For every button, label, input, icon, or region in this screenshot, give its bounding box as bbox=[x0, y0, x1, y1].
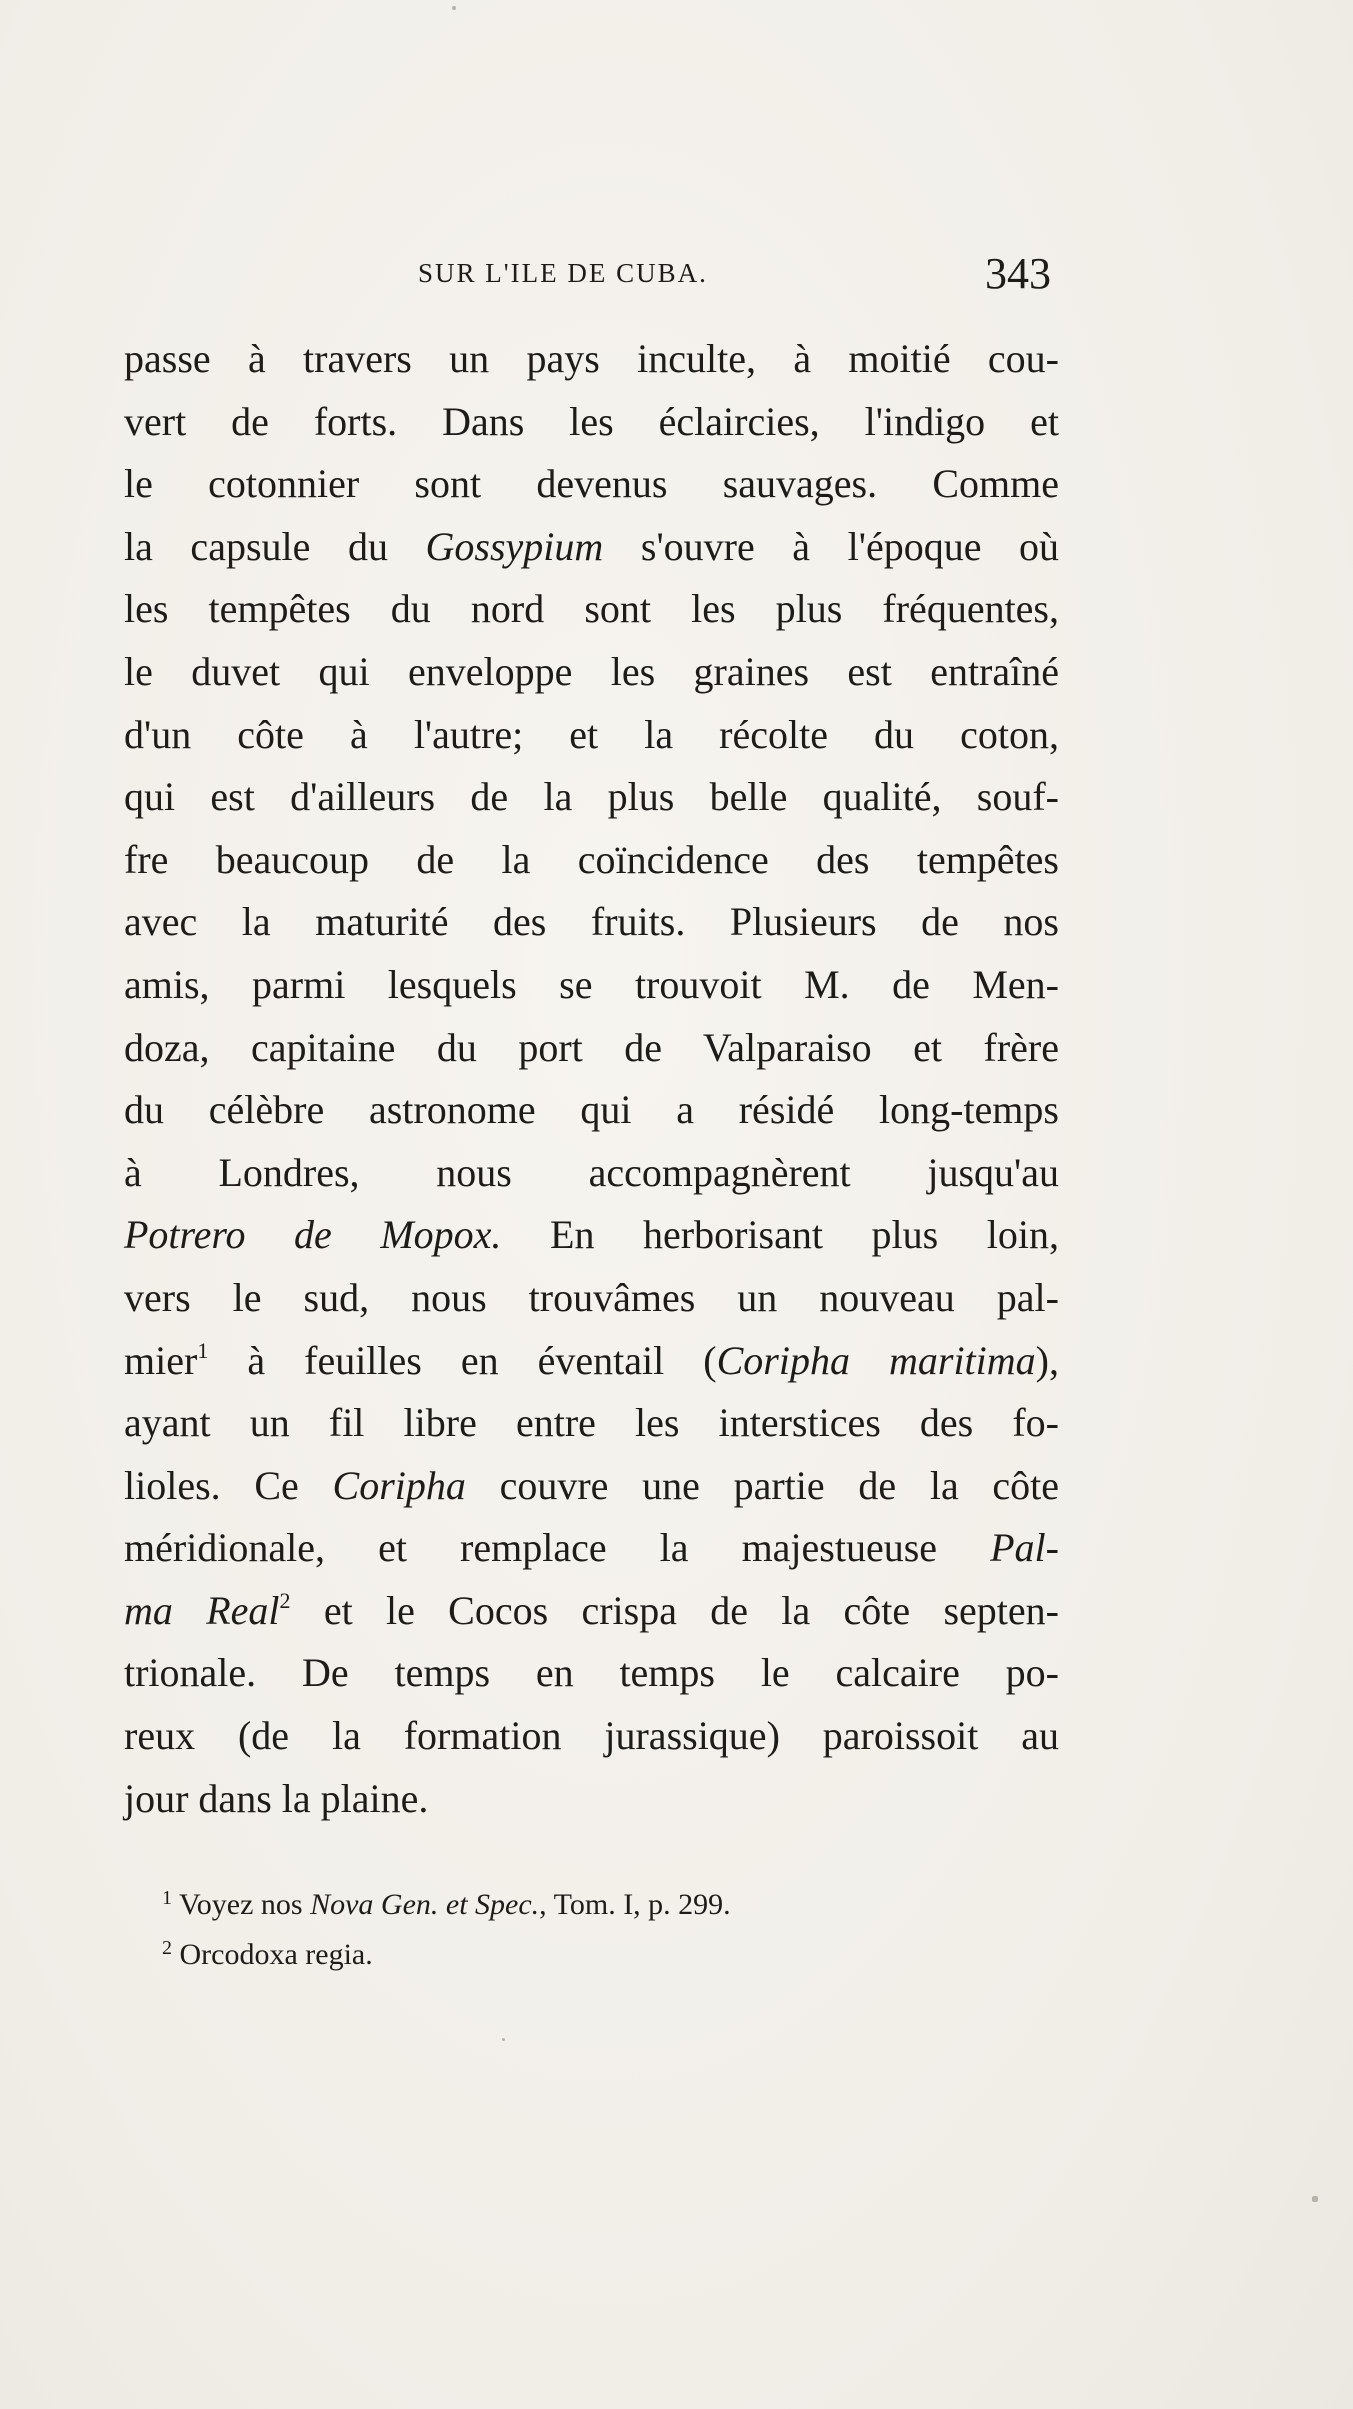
text-line: Potrero de Mopox. En herborisant plus loin, bbox=[124, 1212, 1060, 1258]
text-line: trionale. De temps en temps le calcaire po- bbox=[124, 1650, 1059, 1696]
text-line: avec la maturité des fruits. Plusieurs de nos bbox=[124, 899, 1059, 945]
body-text bbox=[124, 328, 1059, 1830]
text-line: ma Real$^2$ et le Cocos crispa de la côte septen- bbox=[124, 1587, 1059, 1633]
italic-term: Pal- bbox=[990, 1525, 1059, 1571]
italic-term: Potrero de Mopox. bbox=[124, 1212, 502, 1258]
text-line: le cotonnier sont devenus sauvages. Comme bbox=[124, 461, 1059, 507]
text-line: méridionale, et remplace la majestueuse Pal- bbox=[124, 1525, 1059, 1571]
italic-term: ma Real bbox=[124, 1587, 280, 1633]
text-line: passe à travers un pays inculte, à moitié cou- bbox=[124, 336, 1059, 381]
text-line: le duvet qui enveloppe les graines est entraîné bbox=[124, 648, 1059, 694]
text-line: qui est d'ailleurs de la plus belle qualité, souf- bbox=[124, 774, 1059, 820]
paper-speck bbox=[452, 6, 456, 10]
footnote: $^1$ Voyez nos Nova Gen. et Spec., Tom. I, p. 299. bbox=[162, 1887, 731, 1921]
text-line: ayant un fil libre entre les interstices des fo- bbox=[124, 1400, 1059, 1446]
text-line: amis, parmi lesquels se trouvoit M. de Men- bbox=[124, 961, 1059, 1007]
running-head bbox=[0, 248, 1353, 308]
text-line: reux (de la formation jurassique) paroissoit au bbox=[124, 1713, 1059, 1759]
paper-speck bbox=[502, 2038, 505, 2041]
italic-term: Coripha bbox=[332, 1462, 466, 1508]
italic-term: Coripha maritima bbox=[716, 1337, 1036, 1383]
text-line: fre beaucoup de la coïncidence des tempêtes bbox=[124, 836, 1059, 882]
text-line: les tempêtes du nord sont les plus fréquentes, bbox=[124, 586, 1059, 632]
footnote-reference: 1 bbox=[197, 1337, 209, 1363]
paper-speck bbox=[1312, 2196, 1318, 2202]
text-line: vers le sud, nous trouvâmes un nouveau pal- bbox=[124, 1274, 1059, 1320]
text-line: mier$^1$ à feuilles en éventail (Coripha maritima), bbox=[124, 1337, 1059, 1383]
text-line: vert de forts. Dans les éclaircies, l'indigo et bbox=[124, 398, 1059, 444]
footnote: $^2$ Orcodoxa regia. bbox=[162, 1937, 373, 1971]
italic-term: Gossypium bbox=[425, 523, 604, 569]
text-line: lioles. Ce Coripha couvre une partie de la côte bbox=[124, 1462, 1060, 1508]
text-line: la capsule du Gossypium s'ouvre à l'époque où bbox=[124, 523, 1060, 569]
running-title: SUR L'ILE DE CUBA. bbox=[418, 258, 708, 288]
footnote-reference: 2 bbox=[279, 1587, 291, 1613]
page-number: 343 bbox=[985, 249, 1051, 298]
text-line: du célèbre astronome qui a résidé long-temps bbox=[124, 1087, 1059, 1133]
italic-term: Nova Gen. et Spec. bbox=[310, 1888, 540, 1921]
text-line: doza, capitaine du port de Valparaiso et frère bbox=[124, 1024, 1059, 1070]
text-line: jour dans la plaine. bbox=[124, 1775, 429, 1821]
text-line: à Londres, nous accompagnèrent jusqu'au bbox=[124, 1149, 1059, 1195]
footnotes bbox=[124, 1880, 1059, 1980]
footnote-mark: 2 bbox=[162, 1937, 172, 1959]
footnote-mark: 1 bbox=[162, 1887, 172, 1909]
text-line: d'un côte à l'autre; et la récolte du coton, bbox=[124, 711, 1059, 757]
